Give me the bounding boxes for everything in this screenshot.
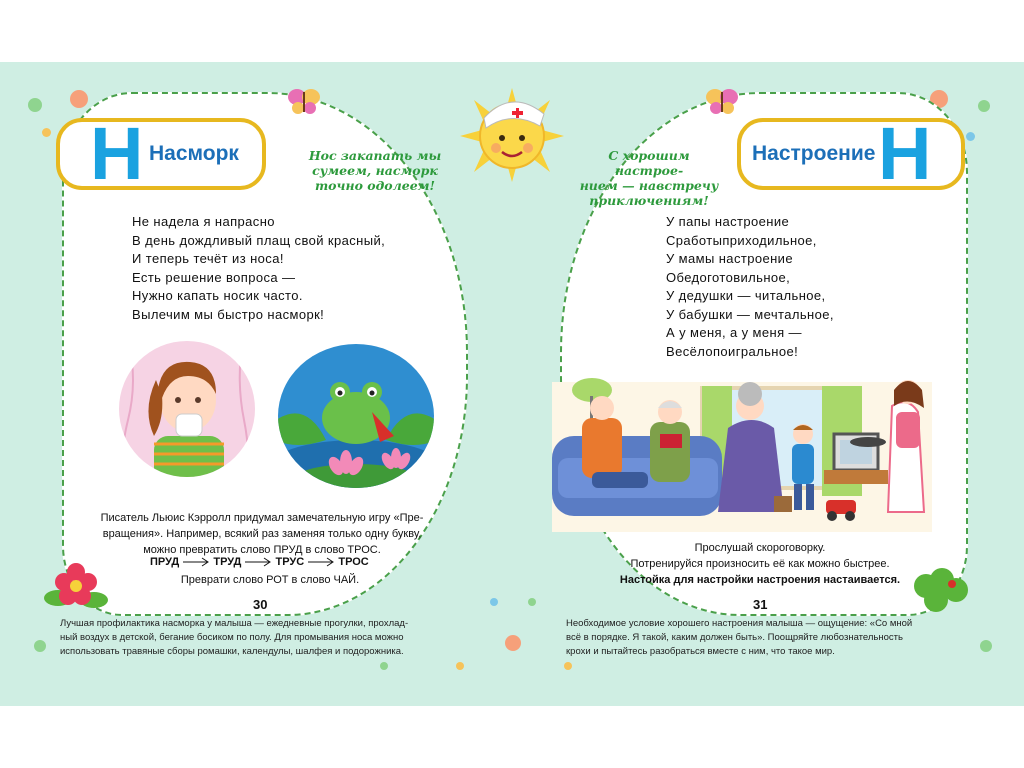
arrow-right-icon [307, 557, 335, 567]
left-game-text: Писатель Льюис Кэрролл придумал замечательную игру «Пре- вращения». Например, всякий раз заменяя только одну букву, можно превратить слово ПРУД в слово ТРОС. [100, 512, 424, 556]
decor-dot [966, 132, 975, 141]
right-motto: С хорошим настрое- нием — навстречу приключениям! [579, 148, 719, 208]
chain-word: ТРОС [338, 556, 369, 568]
right-title: Настроение [752, 142, 876, 165]
arrow-right-icon [182, 557, 210, 567]
decor-dot [70, 90, 88, 108]
page-number-right: 31 [753, 597, 768, 612]
butterfly-icon [286, 86, 322, 116]
tongue-twister: Настойка для настройки настроения настаивается. [619, 574, 901, 586]
decor-dot [528, 598, 536, 606]
arrow-right-icon [244, 557, 272, 567]
left-motto: Нос закапать мы сумеем, насморк точно одолеем! [308, 148, 442, 193]
girl-illustration [118, 340, 256, 478]
chain-word: ПРУД [150, 556, 180, 568]
left-title: Насморк [149, 142, 239, 165]
left-letter: Н [90, 112, 144, 195]
family-illustration [552, 372, 932, 532]
left-poem: Не надела я напрасно В день дождливый плащ свой красный, И теперь течёт из носа! Есть решение вопроса — Нужно капать носик часто. Вылечим мы быстро насморк! [132, 214, 386, 322]
decor-dot [505, 635, 521, 651]
right-footer: Необходимое условие хорошего настроения малыша — ощущение: «Со мной всё в порядке. Я такой, каким должен быть». Поощряйте любознательность крохи и пытайтесь разобраться вместе с ним, что такое мир. [566, 618, 913, 657]
sun-mascot [452, 80, 572, 190]
clover-icon [906, 566, 976, 616]
decor-dot [380, 662, 388, 670]
chain-word: ТРУС [275, 556, 305, 568]
right-letter: Н [878, 112, 932, 195]
decor-dot [42, 128, 51, 137]
decor-dot [978, 100, 990, 112]
chain-word: ТРУД [213, 556, 242, 568]
decor-dot [490, 598, 498, 606]
right-tongue-twister-block: Прослушай скороговорку. Потренируйся произносить её как можно быстрее. Настойка для настройки настроения настаивается. [570, 540, 950, 588]
right-poem: У папы настроение Сработыприходильное, У мамы настроение Обедоготовильное, У дедушки — читальное, У бабушки — мечтальное, А у меня, а у меня — Весёлопоигральное! [666, 214, 834, 359]
decor-dot [28, 98, 42, 112]
word-chain [150, 556, 390, 568]
flower-icon [44, 558, 108, 614]
page-number-left: 30 [253, 597, 268, 612]
left-footer: Лучшая профилактика насморка у малыша — ежедневные прогулки, прохлад- ный воздух в детской, бегание босиком по полу. Для промывания носа можно использовать травяные сборы ромашки, календулы, шалфея и подорожника. [60, 618, 409, 657]
frog-illustration [276, 340, 436, 490]
butterfly-icon [704, 86, 740, 116]
decor-dot [456, 662, 464, 670]
left-task: Преврати слово РОТ в слово ЧАЙ. [180, 574, 360, 586]
decor-dot [34, 640, 46, 652]
decor-dot [564, 662, 572, 670]
decor-dot [980, 640, 992, 652]
